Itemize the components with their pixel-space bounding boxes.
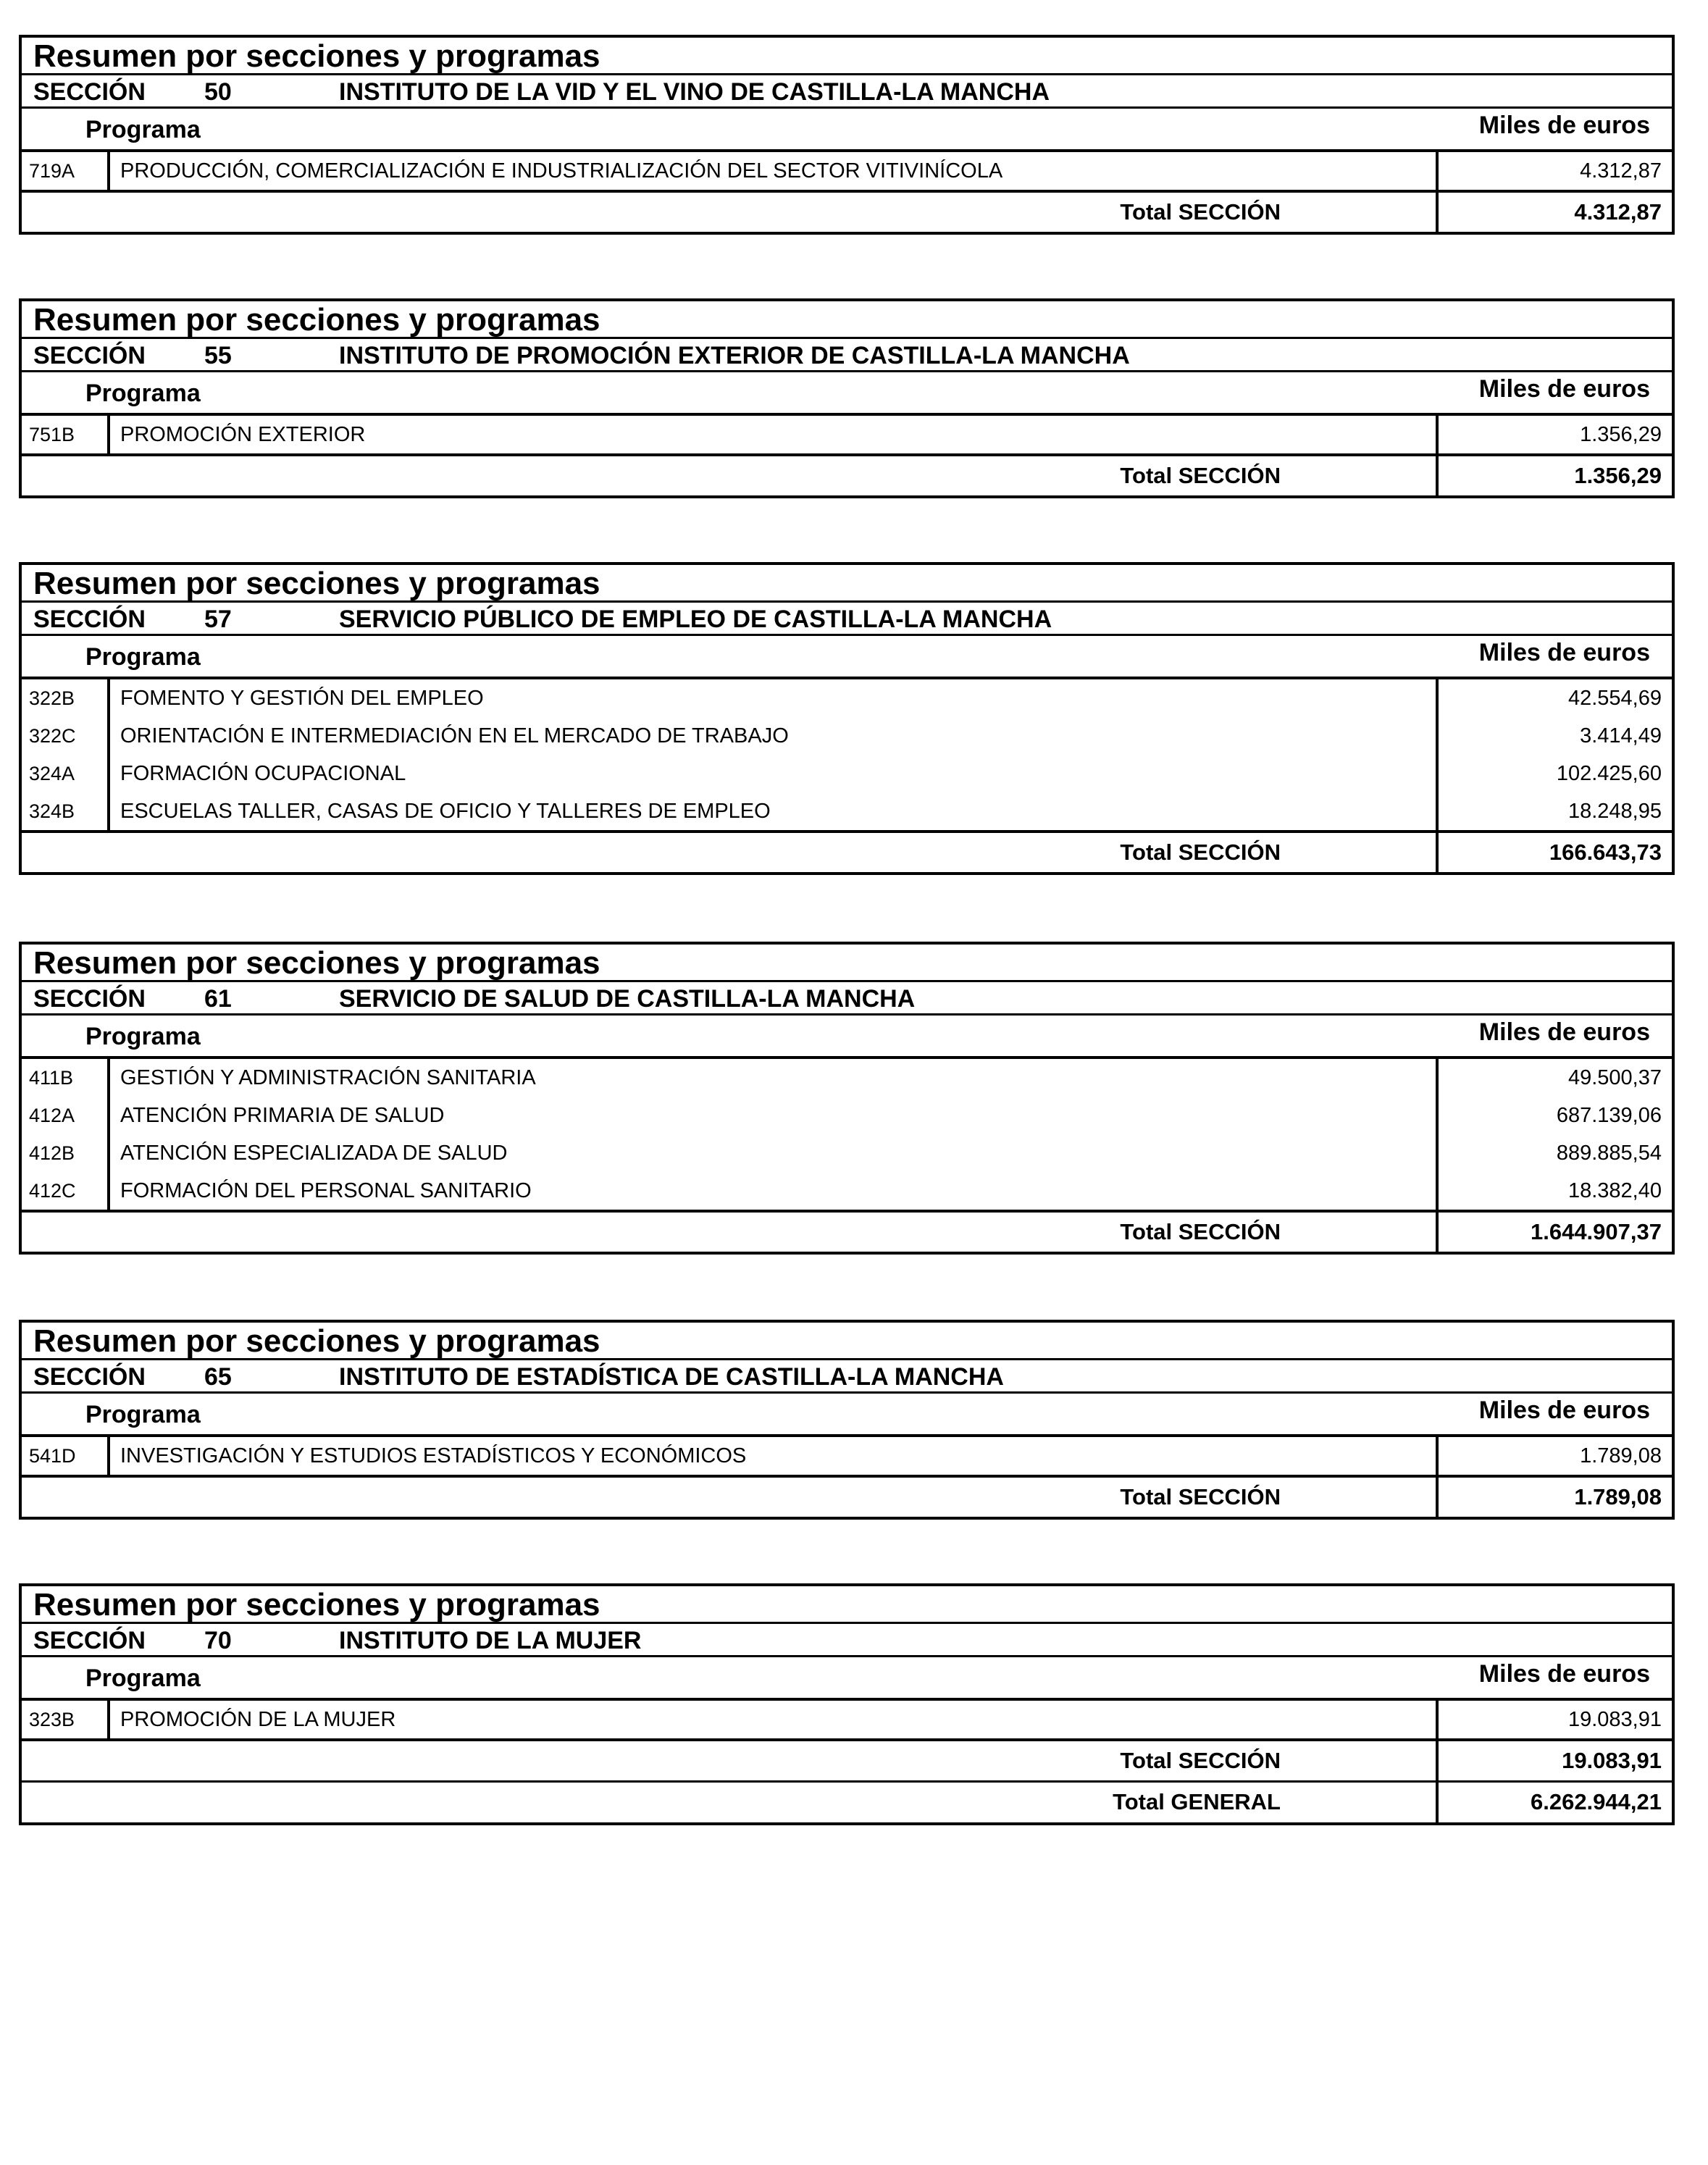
program-code: 412B (29, 1142, 75, 1164)
table-row (22, 416, 1672, 453)
section-header (22, 75, 1672, 109)
programa-header: Programa (85, 1401, 201, 1428)
program-amount: 687.139,06 (1556, 1104, 1662, 1127)
program-amount: 42.554,69 (1567, 687, 1662, 710)
program-name: FORMACIÓN DEL PERSONAL SANITARIO (120, 1179, 532, 1202)
amount-divider (1436, 1741, 1439, 1780)
grand-total-row (22, 1780, 1672, 1822)
program-name: ORIENTACIÓN E INTERMEDIACIÓN EN EL MERCADO DE TRABAJO (120, 724, 789, 748)
program-code: 751B (29, 424, 75, 445)
program-name: FORMACIÓN OCUPACIONAL (120, 762, 406, 785)
program-amount: 49.500,37 (1567, 1066, 1662, 1089)
column-header (22, 636, 1672, 679)
section-header (22, 339, 1672, 372)
total-label: Total SECCIÓN (1120, 1219, 1281, 1244)
program-name: ESCUELAS TALLER, CASAS DE OFICIO Y TALLERES DE EMPLEO (120, 800, 771, 823)
program-code: 324B (29, 800, 75, 822)
table-row (22, 679, 1672, 717)
section-label: SECCIÓN (33, 1363, 146, 1391)
total-value: 1.644.907,37 (1530, 1219, 1662, 1244)
program-amount: 3.414,49 (1580, 724, 1662, 748)
total-label: Total SECCIÓN (1120, 1484, 1281, 1509)
program-code: 412C (29, 1180, 76, 1202)
section-total-row (22, 1210, 1672, 1252)
section-title: Resumen por secciones y programas (22, 38, 1672, 75)
program-code: 719A (29, 160, 75, 182)
section-name: SERVICIO PÚBLICO DE EMPLEO DE CASTILLA-LA MANCHA (339, 606, 1052, 633)
program-code: 324A (29, 763, 75, 784)
section-label: SECCIÓN (33, 985, 146, 1013)
program-name: PRODUCCIÓN, COMERCIALIZACIÓN E INDUSTRIALIZACIÓN DEL SECTOR VITIVINÍCOLA (120, 159, 1003, 183)
section-total-row (22, 190, 1672, 232)
total-label: Total SECCIÓN (1120, 1748, 1281, 1773)
section-number: 65 (204, 1363, 232, 1391)
section-total-row (22, 453, 1672, 495)
programa-header: Programa (85, 1023, 201, 1050)
section-name: INSTITUTO DE LA MUJER (339, 1627, 642, 1654)
table-row (22, 1059, 1672, 1097)
table-row (22, 1701, 1672, 1738)
section-header (22, 603, 1672, 636)
section-name: INSTITUTO DE LA VID Y EL VINO DE CASTILLA-LA MANCHA (339, 78, 1050, 106)
amount-divider (1436, 1478, 1439, 1517)
section-number: 50 (204, 78, 232, 106)
total-label: Total SECCIÓN (1120, 199, 1281, 225)
table-row (22, 1172, 1672, 1210)
section-table (19, 1320, 1675, 1520)
program-code: 412A (29, 1105, 75, 1126)
programa-header: Programa (85, 380, 201, 407)
amount-divider (1436, 193, 1439, 232)
program-amount: 1.789,08 (1580, 1444, 1662, 1467)
program-name: FOMENTO Y GESTIÓN DEL EMPLEO (120, 687, 484, 710)
section-label: SECCIÓN (33, 1627, 146, 1654)
table-row (22, 152, 1672, 190)
program-rows (22, 1059, 1672, 1210)
section-table (19, 35, 1675, 235)
grand-total-value: 6.262.944,21 (1530, 1789, 1662, 1814)
program-rows (22, 1701, 1672, 1738)
column-header (22, 1394, 1672, 1437)
section-label: SECCIÓN (33, 78, 146, 106)
amount-divider (1436, 1783, 1439, 1822)
program-name: ATENCIÓN ESPECIALIZADA DE SALUD (120, 1142, 508, 1165)
total-label: Total SECCIÓN (1120, 463, 1281, 488)
section-name: SERVICIO DE SALUD DE CASTILLA-LA MANCHA (339, 985, 916, 1013)
program-code: 541D (29, 1445, 76, 1467)
section-name: INSTITUTO DE ESTADÍSTICA DE CASTILLA-LA MANCHA (339, 1363, 1004, 1391)
program-name: INVESTIGACIÓN Y ESTUDIOS ESTADÍSTICOS Y ECONÓMICOS (120, 1444, 747, 1467)
program-code: 411B (29, 1067, 74, 1089)
amount-divider (1436, 456, 1439, 495)
programa-header: Programa (85, 643, 201, 671)
amount-header: Miles de euros (1478, 1660, 1650, 1688)
program-name: GESTIÓN Y ADMINISTRACIÓN SANITARIA (120, 1066, 536, 1089)
amount-header: Miles de euros (1478, 375, 1650, 403)
section-number: 57 (204, 606, 232, 633)
grand-total-label: Total GENERAL (1113, 1789, 1281, 1814)
column-header (22, 1657, 1672, 1701)
program-code: 322C (29, 725, 76, 747)
amount-header: Miles de euros (1478, 112, 1650, 139)
table-row (22, 1097, 1672, 1134)
amount-header: Miles de euros (1478, 1396, 1650, 1424)
programa-header: Programa (85, 116, 201, 143)
section-header (22, 1360, 1672, 1394)
amount-header: Miles de euros (1478, 1018, 1650, 1046)
total-value: 1.789,08 (1574, 1484, 1662, 1509)
section-title: Resumen por secciones y programas (22, 1586, 1672, 1624)
program-rows (22, 679, 1672, 830)
program-rows (22, 152, 1672, 190)
section-title: Resumen por secciones y programas (22, 565, 1672, 603)
section-total-row (22, 830, 1672, 872)
program-amount: 889.885,54 (1556, 1142, 1662, 1165)
column-header (22, 109, 1672, 152)
section-total-row (22, 1738, 1672, 1780)
program-amount: 102.425,60 (1556, 762, 1662, 785)
column-header (22, 372, 1672, 416)
section-table (19, 298, 1675, 498)
programa-header: Programa (85, 1664, 201, 1692)
section-title: Resumen por secciones y programas (22, 1323, 1672, 1360)
section-number: 70 (204, 1627, 232, 1654)
program-amount: 4.312,87 (1580, 159, 1662, 183)
section-name: INSTITUTO DE PROMOCIÓN EXTERIOR DE CASTILLA-LA MANCHA (339, 342, 1130, 369)
program-rows (22, 416, 1672, 453)
program-amount: 18.248,95 (1567, 800, 1662, 823)
section-label: SECCIÓN (33, 342, 146, 369)
total-label: Total SECCIÓN (1120, 839, 1281, 865)
section-number: 61 (204, 985, 232, 1013)
total-value: 4.312,87 (1574, 199, 1662, 225)
program-name: PROMOCIÓN EXTERIOR (120, 423, 366, 446)
section-header (22, 1624, 1672, 1657)
section-title: Resumen por secciones y programas (22, 945, 1672, 982)
program-name: ATENCIÓN PRIMARIA DE SALUD (120, 1104, 445, 1127)
amount-header: Miles de euros (1478, 639, 1650, 666)
table-row (22, 755, 1672, 792)
program-code: 323B (29, 1709, 75, 1730)
section-table (19, 562, 1675, 875)
section-header (22, 982, 1672, 1016)
table-row (22, 792, 1672, 830)
section-number: 55 (204, 342, 232, 369)
program-amount: 19.083,91 (1567, 1708, 1662, 1731)
table-row (22, 717, 1672, 755)
program-rows (22, 1437, 1672, 1475)
total-value: 166.643,73 (1549, 839, 1662, 865)
column-header (22, 1016, 1672, 1059)
total-value: 1.356,29 (1574, 463, 1662, 488)
section-table (19, 942, 1675, 1255)
program-name: PROMOCIÓN DE LA MUJER (120, 1708, 396, 1731)
table-row (22, 1437, 1672, 1475)
program-code: 322B (29, 687, 75, 709)
program-amount: 18.382,40 (1567, 1179, 1662, 1202)
amount-divider (1436, 1213, 1439, 1252)
total-value: 19.083,91 (1562, 1748, 1662, 1773)
program-amount: 1.356,29 (1580, 423, 1662, 446)
section-table (19, 1583, 1675, 1825)
section-title: Resumen por secciones y programas (22, 301, 1672, 339)
amount-divider (1436, 833, 1439, 872)
section-label: SECCIÓN (33, 606, 146, 633)
table-row (22, 1134, 1672, 1172)
section-total-row (22, 1475, 1672, 1517)
